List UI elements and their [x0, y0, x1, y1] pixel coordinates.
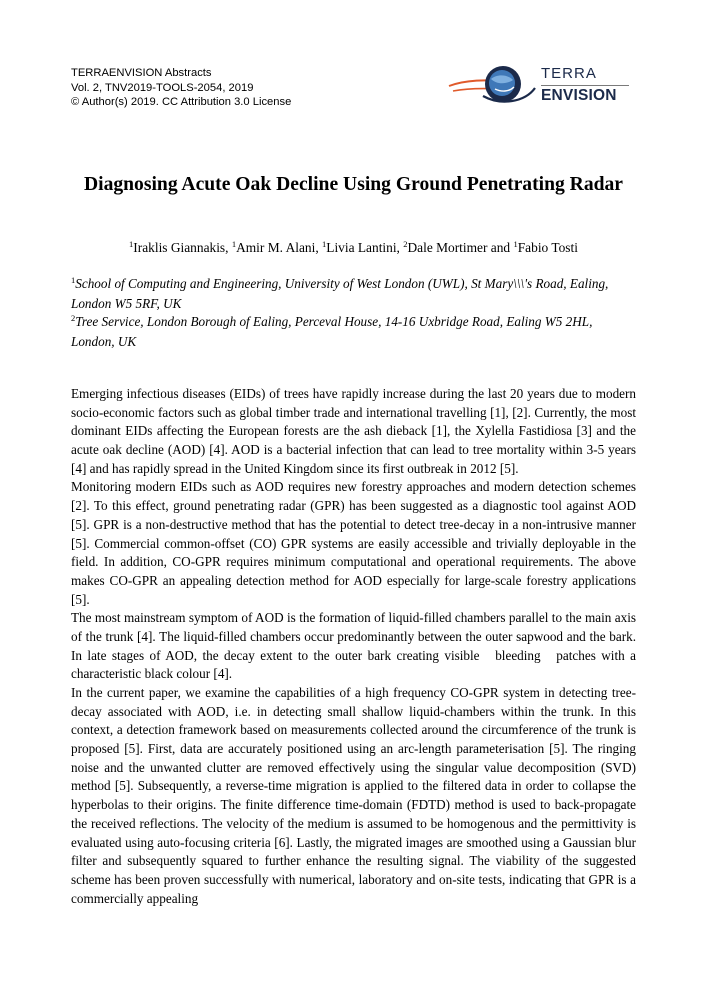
paragraph: Monitoring modern EIDs such as AOD requires new forestry approaches and modern detection schemes [2]. To this effect, ground penetrating radar (GPR) has been suggested as a diagnostic tool against AOD [5]. GPR is a non-destructive method that has the potential to detect tree-decay in a non-intrusive manner [5]. Commercial common-offset (CO) GPR systems are easily accessible and trivially deployable in the field. In addition, CO-GPR requires minimum computational and operational requirements. The above makes CO-GPR an appealing detection method for AOD especially for large-scale forestry applications [5].	[71, 479, 636, 607]
author-list	[60, 240, 647, 256]
author	[322, 240, 403, 255]
author-affiliation-mark: 1	[513, 239, 518, 249]
paper-title: Diagnosing Acute Oak Decline Using Ground Penetrating Radar	[83, 174, 624, 195]
volume-info: Vol. 2, TNV2019-TOOLS-2054, 2019	[71, 81, 254, 94]
abstract-body	[71, 385, 636, 908]
author-name: Fabio Tosti	[517, 240, 578, 255]
author	[403, 240, 513, 255]
globe-icon	[447, 62, 539, 108]
paragraph: In the current paper, we examine the capabilities of a high frequency CO-GPR system in detecting tree-decay associated with AOD, i.e. in detecting small shallow liquid-chambers within the trunk. In this context, a detection framework based on measurements collected around the circumference of the trunk is proposed [5]. First, data are accurately positioned using an arc-length parameterisation [5]. The ringing noise and the unwanted clutter are removed effectively using the singular value decomposition (SVD) method [5]. Subsequently, a reverse-time migration is applied to the filtered data in order to collapse the hyperbolas to their origins. The finite difference time-domain (FDTD) method is used to back-propagate the received reflections. The velocity of the medium is assumed to be homogenous and the permittivity is evaluated using auto-focusing criteria [6]. Lastly, the migrated images are smoothed using a Gaussian blur filter and subsequently squared to further enhance the resulting signal. The viability of the suggested scheme has been proven successfully with numerical, laboratory and on-site tests, indicating that GPR is a commercially appealing	[71, 685, 636, 906]
logo-divider	[541, 85, 629, 86]
author	[513, 240, 577, 255]
affiliation-mark: 1	[71, 275, 76, 285]
affiliation-text: School of Computing and Engineering, University of West London (UWL), St Mary\\\'s Road, Ealing, London W5 5RF, UK	[71, 276, 609, 311]
paragraph: Emerging infectious diseases (EIDs) of trees have rapidly increase during the last 20 years due to modern socio-economic factors such as global timber trade and international travelling [1], [2]. Currently, the most dominant EIDs affecting the European forests are the ash dieback [1], the Xylella Fastidiosa [3] and the acute oak decline (AOD) [4]. AOD is a bacterial infection that can lead to tree mortality within 3-5 years [4] and has rapidly spread in the United Kingdom since its first outbreak in 2012 [5].	[71, 386, 636, 476]
author	[129, 240, 232, 255]
paragraph: The most mainstream symptom of AOD is the formation of liquid-filled chambers parallel to the main axis of the trunk [4]. The liquid-filled chambers occur predominantly between the outer sapwood and the bark. In late stages of AOD, the decay extent to the outer bark creating visible  bleeding  patches with a characteristic black colour [4].	[71, 610, 636, 682]
license-info: © Author(s) 2019. CC Attribution 3.0 License	[71, 96, 292, 108]
journal-name: TERRAENVISION Abstracts	[71, 67, 212, 79]
author-affiliation-mark: 1	[129, 239, 134, 249]
author-name: Livia Lantini,	[326, 240, 404, 255]
author-name: Dale Mortimer and	[407, 240, 514, 255]
author	[232, 240, 322, 255]
affiliation-2	[71, 312, 636, 351]
abstract-metadata	[71, 66, 291, 110]
author-name: Amir M. Alani,	[236, 240, 323, 255]
terra-envision-logo	[447, 62, 632, 108]
affiliation-1	[71, 274, 636, 313]
author-name: Iraklis Giannakis,	[133, 240, 232, 255]
author-affiliation-mark: 1	[231, 239, 237, 249]
affiliation-mark: 2	[71, 313, 76, 323]
logo-word-terra: TERRA	[541, 65, 597, 82]
logo-word-envision: ENVISION	[541, 87, 617, 104]
author-affiliation-mark: 2	[403, 239, 408, 249]
affiliation-text: Tree Service, London Borough of Ealing, Perceval House, 14-16 Uxbridge Road, Ealing W5 2HL, London, UK	[71, 314, 593, 349]
author-affiliation-mark: 1	[322, 239, 327, 249]
